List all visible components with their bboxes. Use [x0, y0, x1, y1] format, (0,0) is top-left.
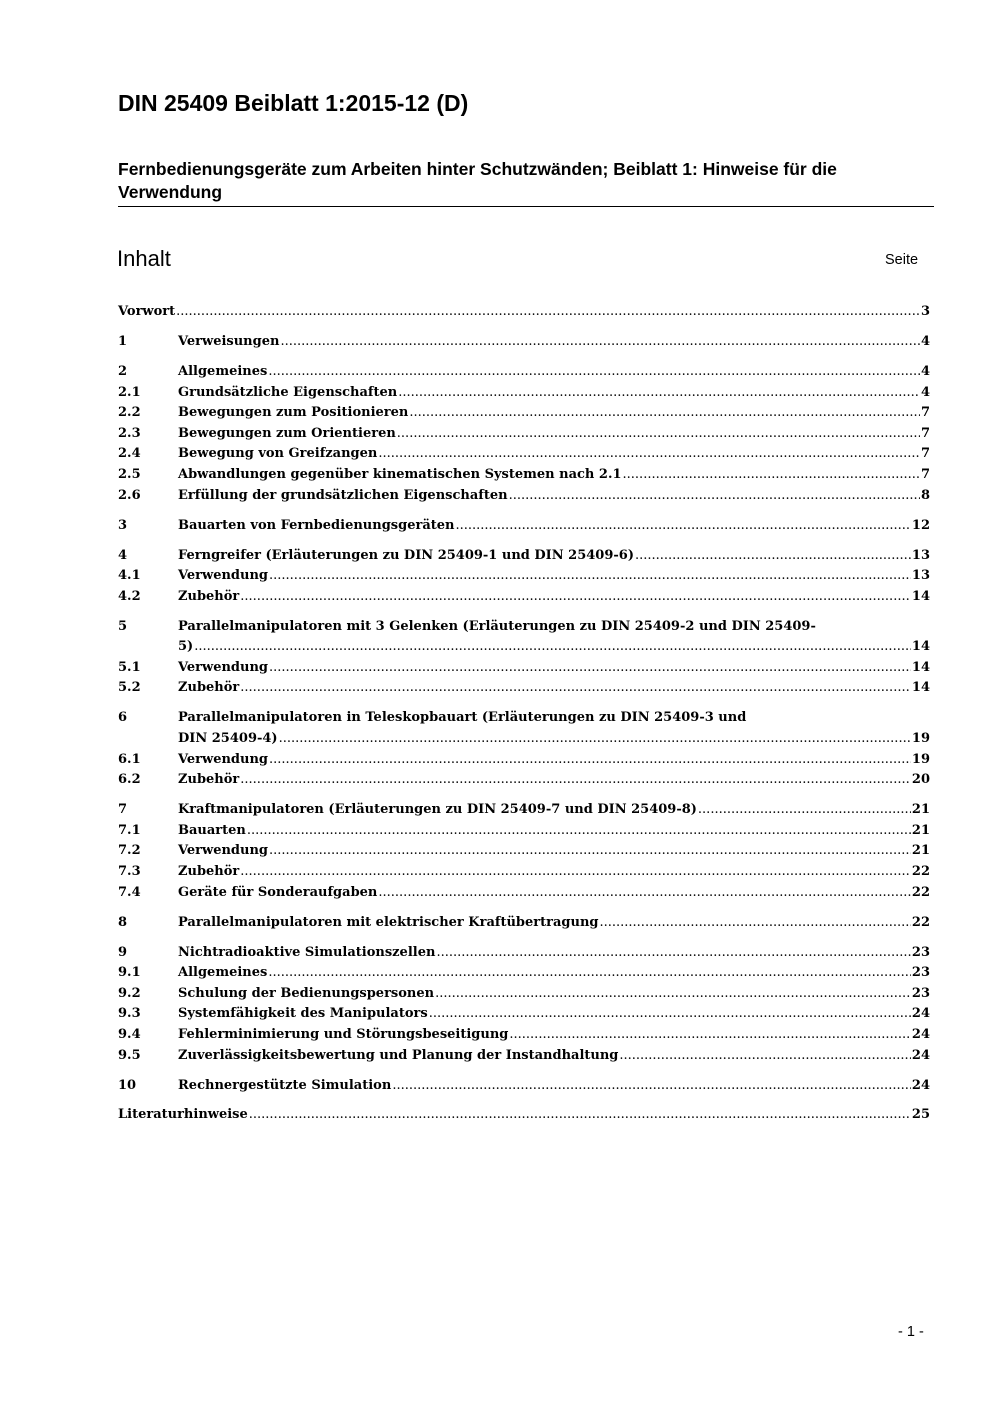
toc-entry-page: 21 — [911, 843, 930, 859]
toc-entry-page: 19 — [911, 751, 930, 767]
toc-dot-leader — [176, 302, 920, 323]
toc-entry-number: 9.4 — [118, 1026, 141, 1042]
toc-entry-page: 21 — [911, 802, 930, 818]
toc-entry-page: 14 — [911, 680, 930, 696]
toc-entry[interactable] — [118, 566, 930, 587]
toc-entry-title: Bewegungen zum Orientieren — [178, 425, 396, 441]
toc-dot-leader — [268, 963, 911, 984]
toc-entry-title: Abwandlungen gegenüber kinematischen Systemen nach 2.1 — [178, 466, 622, 482]
toc-entry-title: Verwendung — [178, 659, 269, 675]
toc-entry-number: 6.2 — [118, 772, 141, 788]
toc-entry-page: 19 — [911, 731, 930, 747]
toc-entry-page: 7 — [920, 425, 930, 441]
toc-entry-title: Fehlerminimierung und Störungsbeseitigung — [178, 1026, 509, 1042]
toc-entry-title: Parallelmanipulatoren in Teleskopbauart (Erläuterungen zu DIN 25409-3 und — [178, 710, 747, 726]
toc-entry[interactable] — [118, 913, 930, 934]
toc-entry-number: 8 — [118, 914, 128, 930]
toc-dot-leader — [279, 729, 911, 750]
toc-entry-page: 21 — [911, 822, 930, 838]
toc-dot-leader — [623, 465, 920, 486]
toc-entry-title: Rechnergestützte Simulation — [178, 1077, 392, 1093]
toc-entry-number: 9.3 — [118, 1006, 141, 1022]
toc-entry-page: 24 — [911, 1006, 930, 1022]
document-subtitle: Fernbedienungsgeräte zum Arbeiten hinter Schutzwänden; Beiblatt 1: Hinweise für die Verwendung — [118, 159, 837, 202]
toc-entry[interactable] — [118, 546, 930, 567]
toc-entry-title: Geräte für Sonderaufgaben — [178, 884, 378, 900]
toc-entry-page: 4 — [920, 384, 930, 400]
toc-entry-title: Verwendung — [178, 751, 269, 767]
toc-entry-number: 7 — [118, 802, 128, 818]
toc-entry-number: 2.5 — [118, 466, 141, 482]
toc-entry-number: 1 — [118, 333, 128, 349]
toc-entry-title: Bewegungen zum Positionieren — [178, 405, 409, 421]
toc-entry-title: Verwendung — [178, 568, 269, 584]
toc-entry[interactable] — [118, 678, 930, 699]
toc-entry-page: 24 — [911, 1077, 930, 1093]
toc-entry-page: 24 — [911, 1026, 930, 1042]
toc-entry-page: 24 — [911, 1047, 930, 1063]
toc-entry-page: 3 — [920, 304, 930, 319]
toc-entry-title: Schulung der Bedienungspersonen — [178, 985, 435, 1001]
toc-entry-title: Erfüllung der grundsätzlichen Eigenschaften — [178, 487, 508, 503]
toc-entry-title: Literaturhinweise — [118, 1107, 248, 1123]
toc-entry-number: 3 — [118, 517, 128, 533]
toc-entry-number: 5.2 — [118, 680, 141, 696]
toc-entry[interactable] — [118, 708, 930, 749]
toc-entry[interactable] — [118, 1004, 930, 1025]
toc-dot-leader — [280, 332, 920, 353]
toc-entry-number: 7.2 — [118, 843, 141, 859]
toc-dot-leader — [509, 486, 920, 507]
toc-entry-number: 5.1 — [118, 659, 141, 675]
toc-entry-page: 14 — [911, 659, 930, 675]
toc-dot-leader — [249, 1105, 911, 1126]
toc-entry-title: Bauarten — [178, 822, 246, 838]
toc-entry[interactable] — [118, 617, 930, 658]
toc-entry-number: 9.2 — [118, 985, 141, 1001]
toc-entry[interactable] — [118, 883, 930, 904]
toc-dot-leader — [378, 883, 911, 904]
toc-entry[interactable] — [118, 821, 930, 842]
toc-entry-page: 25 — [911, 1107, 930, 1123]
toc-entry-page: 22 — [911, 914, 930, 930]
toc-entry-page: 8 — [920, 487, 930, 503]
toc-entry-title: Zuverlässigkeitsbewertung und Planung der Instandhaltung — [178, 1047, 619, 1063]
toc-entry-page: 14 — [911, 588, 930, 604]
toc-entry-number: 2.6 — [118, 487, 141, 503]
toc-dot-leader — [240, 678, 911, 699]
toc-dot-leader — [619, 1046, 911, 1067]
toc-entry-title: Grundsätzliche Eigenschaften — [178, 384, 398, 400]
toc-dot-leader — [455, 516, 910, 537]
toc-entry-title: Verwendung — [178, 843, 269, 859]
toc-dot-leader — [240, 862, 911, 883]
toc-entry-page: 7 — [920, 446, 930, 462]
toc-entry[interactable] — [118, 1105, 930, 1126]
toc-dot-leader — [378, 444, 920, 465]
toc-entry-page: 23 — [911, 985, 930, 1001]
toc-entry-page: 23 — [911, 965, 930, 981]
toc-entry-number: 4.1 — [118, 568, 141, 584]
toc-dot-leader — [269, 750, 911, 771]
toc-entry[interactable] — [118, 770, 930, 791]
toc-entry-number: 2 — [118, 363, 128, 379]
toc-entry[interactable] — [118, 984, 930, 1005]
toc-entry-number: 5 — [118, 618, 128, 634]
toc-entry[interactable] — [118, 1076, 930, 1097]
toc-entry-page: 22 — [911, 884, 930, 900]
toc-entry-title: Bauarten von Fernbedienungsgeräten — [178, 517, 455, 533]
toc-entry[interactable] — [118, 1025, 930, 1046]
toc-entry-page: 4 — [920, 333, 930, 349]
toc-entry[interactable] — [118, 465, 930, 486]
toc-entry-page: 7 — [920, 466, 930, 482]
toc-entry[interactable] — [118, 943, 930, 964]
toc-entry-title: Zubehör — [178, 772, 240, 788]
toc-entry[interactable] — [118, 800, 930, 821]
toc-entry[interactable] — [118, 587, 930, 608]
toc-entry-number: 9.1 — [118, 965, 141, 981]
toc-entry-title: Zubehör — [178, 680, 240, 696]
toc-dot-leader — [698, 800, 911, 821]
toc-entry[interactable] — [118, 302, 930, 323]
toc-dot-leader — [599, 913, 910, 934]
toc-dot-leader — [194, 637, 911, 658]
toc-entry[interactable] — [118, 841, 930, 862]
toc-entry-title: Ferngreifer (Erläuterungen zu DIN 25409-1 und DIN 25409-6) — [178, 547, 634, 563]
toc-entry[interactable] — [118, 1046, 930, 1067]
toc-entry-title: Zubehör — [178, 588, 240, 604]
toc-dot-leader — [409, 403, 920, 424]
toc-entry-title: Allgemeines — [178, 363, 268, 379]
toc-entry[interactable] — [118, 658, 930, 679]
toc-entry-page: 12 — [911, 517, 930, 533]
toc-entry-page: 20 — [911, 772, 930, 788]
toc-entry-title: Allgemeines — [178, 965, 268, 981]
document-title: DIN 25409 Beiblatt 1:2015-12 (D) — [118, 90, 469, 116]
toc-entry-title: Parallelmanipulatoren mit 3 Gelenken (Erläuterungen zu DIN 25409-2 und DIN 25409- — [178, 618, 816, 634]
toc-entry-title: Vorwort — [118, 304, 176, 319]
toc-entry-title: Verweisungen — [178, 333, 280, 349]
toc-entry-number: 9.5 — [118, 1047, 141, 1063]
toc-entry-number: 2.1 — [118, 384, 141, 400]
toc-dot-leader — [392, 1076, 911, 1097]
toc-dot-leader — [247, 821, 911, 842]
toc-dot-leader — [240, 587, 911, 608]
toc-entry-page: 22 — [911, 863, 930, 879]
toc-entry-title: Kraftmanipulatoren (Erläuterungen zu DIN 25409-7 und DIN 25409-8) — [178, 802, 697, 818]
toc-entry-number: 6.1 — [118, 751, 141, 767]
toc-dot-leader — [436, 943, 910, 964]
toc-entry-number: 2.3 — [118, 425, 141, 441]
toc-entry-title: Systemfähigkeit des Manipulators — [178, 1006, 428, 1022]
toc-entry-title: Nichtradioaktive Simulationszellen — [178, 944, 436, 960]
toc-entry-number: 2.2 — [118, 405, 141, 421]
toc-entry[interactable] — [118, 444, 930, 465]
toc-entry[interactable] — [118, 332, 930, 353]
toc-entry[interactable] — [118, 403, 930, 424]
toc-entry-number: 7.1 — [118, 822, 141, 838]
toc-dot-leader — [268, 362, 920, 383]
toc-dot-leader — [269, 658, 911, 679]
toc-entry-title: 5) — [178, 639, 194, 655]
toc-entry-number: 7.4 — [118, 884, 141, 900]
toc-entry-number: 10 — [118, 1077, 137, 1093]
toc-dot-leader — [509, 1025, 911, 1046]
toc-entry[interactable] — [118, 750, 930, 771]
toc-entry-number: 4 — [118, 547, 128, 563]
toc-dot-leader — [269, 841, 911, 862]
toc-entry-title: DIN 25409-4) — [178, 731, 278, 747]
toc-entry[interactable] — [118, 424, 930, 445]
toc-entry[interactable] — [118, 486, 930, 507]
toc-dot-leader — [397, 424, 920, 445]
toc-entry-number: 4.2 — [118, 588, 141, 604]
toc-entry-page: 13 — [911, 568, 930, 584]
page-number: - 1 - — [898, 1324, 924, 1340]
toc-entry[interactable] — [118, 362, 930, 383]
table-of-contents — [118, 302, 930, 1126]
toc-entry-page: 23 — [911, 944, 930, 960]
toc-entry-title: Zubehör — [178, 863, 240, 879]
toc-entry-number: 2.4 — [118, 446, 141, 462]
toc-dot-leader — [269, 566, 911, 587]
toc-entry[interactable] — [118, 383, 930, 404]
toc-dot-leader — [435, 984, 911, 1005]
toc-entry-page: 14 — [911, 639, 930, 655]
toc-entry-number: 6 — [118, 710, 128, 726]
toc-entry-page: 7 — [920, 405, 930, 421]
toc-dot-leader — [429, 1004, 911, 1025]
toc-entry[interactable] — [118, 963, 930, 984]
toc-dot-leader — [398, 383, 920, 404]
toc-entry-title: Bewegung von Greifzangen — [178, 446, 378, 462]
toc-entry[interactable] — [118, 862, 930, 883]
toc-entry-title: Parallelmanipulatoren mit elektrischer Kraftübertragung — [178, 914, 599, 930]
toc-dot-leader — [635, 546, 911, 567]
toc-entry-number: 7.3 — [118, 863, 141, 879]
toc-page-column-label: Seite — [885, 252, 919, 268]
toc-entry-page: 13 — [911, 547, 930, 563]
title-divider — [118, 206, 934, 207]
toc-entry-page: 4 — [920, 363, 930, 379]
toc-heading: Inhalt — [117, 246, 171, 271]
toc-entry-number: 9 — [118, 944, 128, 960]
toc-entry[interactable] — [118, 516, 930, 537]
toc-dot-leader — [240, 770, 911, 791]
